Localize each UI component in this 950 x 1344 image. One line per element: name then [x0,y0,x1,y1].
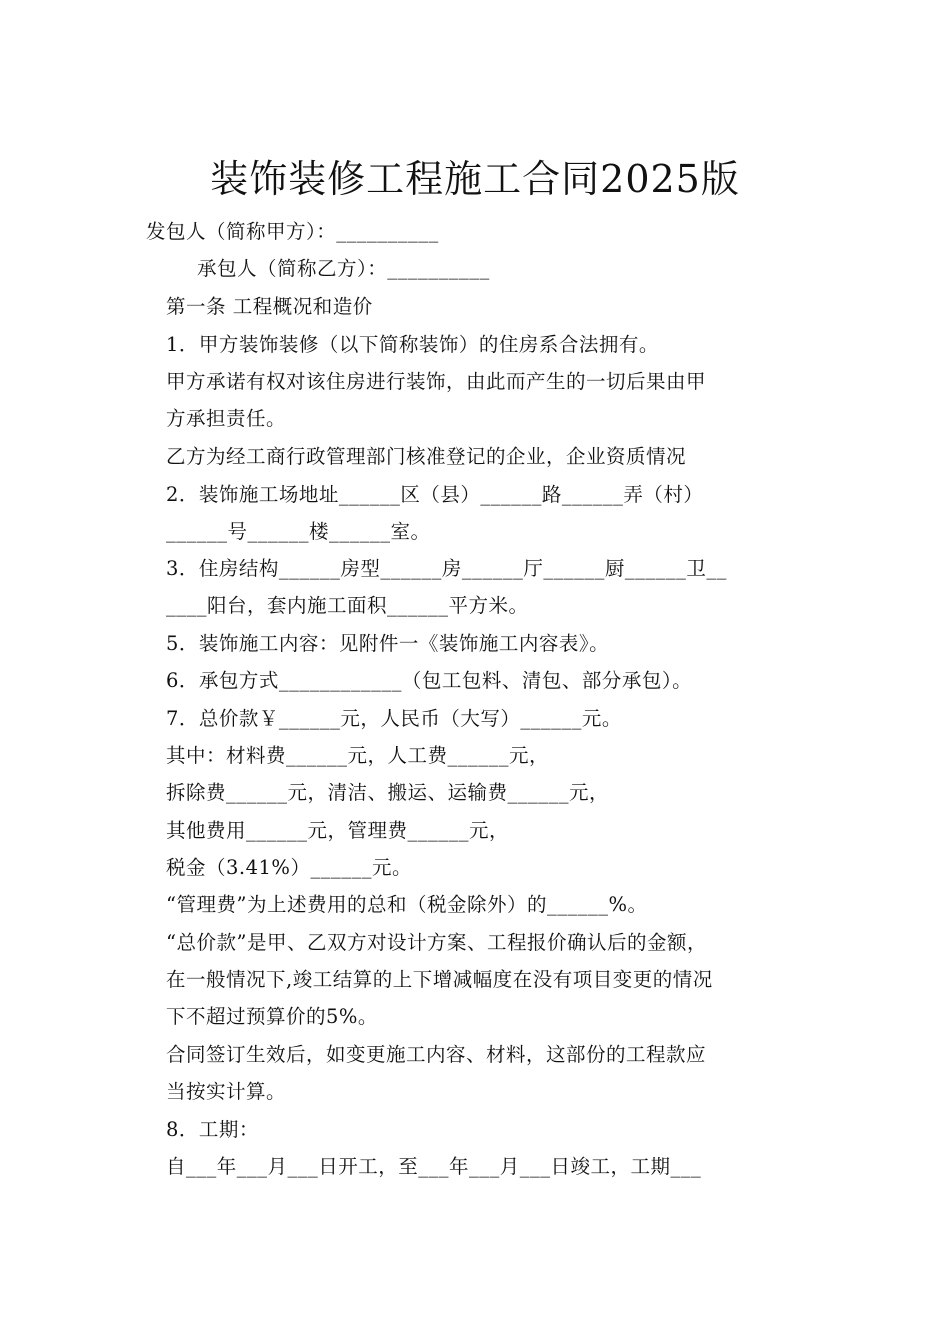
document-title: 装饰装修工程施工合同2025版 [210,157,740,201]
paragraph-line: 下不超过预算价的5%。 [166,1005,378,1028]
party-a-line: 发包人（简称甲方）：__________ [146,220,439,243]
clause-3: 3．住房结构______房型______房______厅______厨______卫__ [166,557,727,580]
paragraph-line: 其他费用______元，管理费______元， [166,819,510,842]
paragraph-line: 方承担责任。 [166,407,287,430]
clause-8: 8．工期： [166,1118,259,1141]
paragraph-line: 自___年___月___日开工，至___年___月___日竣工，工期___ [166,1155,702,1178]
paragraph-line: “总价款”是甲、乙双方对设计方案、工程报价确认后的金额， [166,931,707,954]
clause-1: 1．甲方装饰装修（以下简称装饰）的住房系合法拥有。 [166,333,659,356]
paragraph-line: 拆除费______元，清洁、搬运、运输费______元， [166,781,610,804]
paragraph-line: 乙方为经工商行政管理部门核准登记的企业，企业资质情况 [166,445,687,468]
paragraph-line: 当按实计算。 [166,1080,287,1103]
party-b-line: 承包人（简称乙方）：__________ [197,257,490,280]
paragraph-line: ____阳台，套内施工面积______平方米。 [166,594,529,617]
paragraph-line: 甲方承诺有权对该住房进行装饰，由此而产生的一切后果由甲 [166,370,707,393]
paragraph-line: “管理费”为上述费用的总和（税金除外）的______%。 [166,893,648,916]
clause-6: 6．承包方式____________（包工包料、清包、部分承包）。 [166,669,693,692]
clause-7: 7．总价款￥______元，人民币（大写）______元。 [166,707,622,730]
clause-2: 2．装饰施工场地址______区（县）______路______弄（村） [166,483,704,506]
paragraph-line: 其中：材料费______元，人工费______元， [166,744,550,767]
paragraph-line: 在一般情况下,竣工结算的上下增减幅度在没有项目变更的情况 [166,968,713,991]
article-1-heading: 第一条 工程概况和造价 [166,295,373,318]
paragraph-line: ______号______楼______室。 [166,520,431,543]
paragraph-line: 合同签订生效后，如变更施工内容、材料，这部份的工程款应 [166,1043,707,1066]
clause-5: 5．装饰施工内容：见附件一《装饰施工内容表》。 [166,632,610,655]
paragraph-line: 税金（3.41%）______元。 [166,856,412,879]
